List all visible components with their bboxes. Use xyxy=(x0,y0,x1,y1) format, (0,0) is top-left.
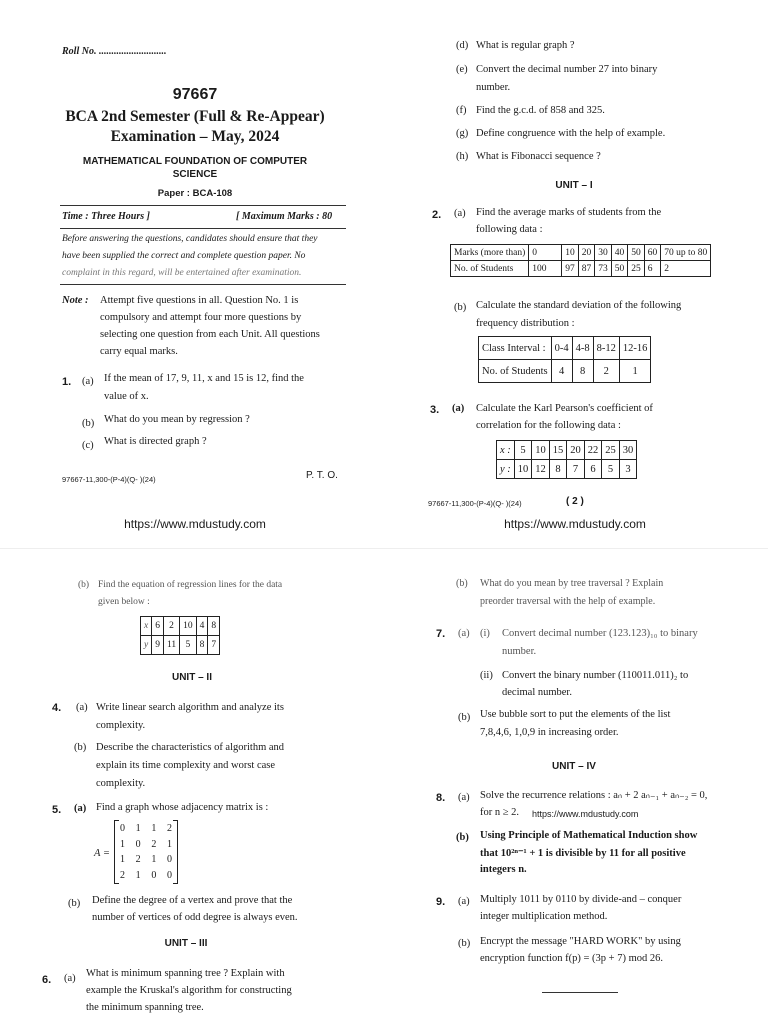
table-cell: Class Interval : xyxy=(479,337,552,360)
matrix-row xyxy=(120,852,172,868)
table-row xyxy=(497,441,637,460)
q7a-i-label: (i) xyxy=(480,628,490,639)
matrix-label: A = xyxy=(94,848,110,859)
q3b-line-2: given below : xyxy=(98,597,150,607)
q6b-line-2: preorder traversal with the help of example. xyxy=(480,596,656,607)
table-cell: 8 xyxy=(549,460,567,479)
instruction-line-2: have been supplied the correct and complete question paper. No xyxy=(62,251,306,261)
unit-4-heading: UNIT – IV xyxy=(552,761,596,772)
table-cell: 22 xyxy=(584,441,602,460)
table-cell: 3 xyxy=(619,460,637,479)
table-cell: 15 xyxy=(549,441,567,460)
q1a-line-1: If the mean of 17, 9, 11, x and 15 is 12, find the xyxy=(104,373,304,384)
header-rule-2 xyxy=(60,228,346,229)
matrix-cell: 1 xyxy=(166,838,172,850)
q5b-line-1: Define the degree of a vertex and prove that the xyxy=(92,895,293,906)
q6b-line-1: What do you mean by tree traversal ? Explain xyxy=(480,578,664,589)
table-cell: 7 xyxy=(567,460,585,479)
question-4-number: 4. xyxy=(52,702,62,714)
table-row xyxy=(141,636,220,655)
q8b-label: (b) xyxy=(456,832,469,843)
table-cell: 20 xyxy=(578,245,595,261)
q7a-i-line-2: number. xyxy=(502,646,537,657)
q1e-line-1: Convert the decimal number 27 into binary xyxy=(476,64,658,75)
instruction-line-3: complaint in this regard, will be entertained after examination. xyxy=(62,268,302,278)
question-3-number: 3. xyxy=(430,404,440,416)
table-cell: 10 xyxy=(532,441,550,460)
matrix-cell: 1 xyxy=(135,823,141,834)
q8b-line-2: that 10²ⁿ⁻¹ + 1 is divisible by 11 for all positive xyxy=(480,848,686,859)
table-cell: 12-16 xyxy=(619,337,651,360)
question-5-number: 5. xyxy=(52,804,62,816)
table-cell: 60 xyxy=(644,245,661,261)
table-cell: Marks (more than) xyxy=(451,245,529,261)
q8a-label: (a) xyxy=(458,792,470,803)
q2b-label: (b) xyxy=(454,302,467,313)
q3a-line-1: Calculate the Karl Pearson's coefficient of xyxy=(476,403,653,414)
table-cell: 8 xyxy=(572,360,593,383)
matrix-cell: 0 xyxy=(135,838,141,850)
table-cell: 4-8 xyxy=(572,337,593,360)
q2b-line-1: Calculate the standard deviation of the following xyxy=(476,300,682,311)
matrix-cell: 1 xyxy=(151,854,157,865)
table-cell: y : xyxy=(497,460,515,479)
q1g-label: (g) xyxy=(456,128,469,139)
marks-distribution-table xyxy=(450,244,711,277)
table-cell: 73 xyxy=(595,261,612,277)
table-cell: 30 xyxy=(595,245,612,261)
q8b-line-1: Using Principle of Mathematical Induction show xyxy=(480,830,698,841)
matrix-cell: 2 xyxy=(151,838,157,850)
table-cell: x xyxy=(141,617,152,636)
q3b-line-1: Find the equation of regression lines for the data xyxy=(98,580,283,590)
class-interval-table xyxy=(478,336,651,383)
table-cell: 50 xyxy=(611,261,628,277)
question-9-number: 9. xyxy=(436,896,446,908)
q5b-line-2: number of vertices of odd degree is always even. xyxy=(92,912,298,923)
matrix-cell: 0 xyxy=(120,823,125,834)
table-cell: 50 xyxy=(628,245,645,261)
q7b-line-1: Use bubble sort to put the elements of the list xyxy=(480,709,671,720)
table-cell: 20 xyxy=(567,441,585,460)
matrix-row xyxy=(120,821,172,837)
table-cell: 6 xyxy=(644,261,661,277)
unit-1-heading: UNIT – I xyxy=(555,180,593,191)
table-cell: 8-12 xyxy=(593,337,619,360)
q7a-ii-line-1: Convert the binary number (110011.011)₂ to xyxy=(502,670,689,681)
adjacency-matrix xyxy=(114,820,178,884)
table-cell: 70 up to 80 xyxy=(661,245,711,261)
q4b-line-1: Describe the characteristics of algorithm and xyxy=(96,742,285,753)
table-row xyxy=(451,245,711,261)
table-cell: 97 xyxy=(562,261,579,277)
q4b-line-3: complexity. xyxy=(96,778,146,789)
table-cell: 8 xyxy=(208,617,220,636)
q9a-line-1: Multiply 1011 by 0110 by divide-and – conquer xyxy=(480,894,682,905)
subject-line-2: SCIENCE xyxy=(172,169,218,180)
table-cell: 87 xyxy=(578,261,595,277)
paper-code: 97667 xyxy=(172,86,218,103)
q4b-label: (b) xyxy=(74,742,87,753)
matrix-cell: 2 xyxy=(120,869,125,881)
q4b-line-2: explain its time complexity and worst case xyxy=(96,760,276,771)
q2b-line-2: frequency distribution : xyxy=(476,318,575,329)
table-cell: 2 xyxy=(163,617,179,636)
question-8-number: 8. xyxy=(436,792,446,804)
header-rule-3 xyxy=(60,284,346,285)
header-rule xyxy=(60,205,346,206)
roll-number: Roll No. ........................... xyxy=(62,46,167,57)
table-row xyxy=(141,617,220,636)
note-line-4: carry equal marks. xyxy=(100,346,178,357)
q6a-line-2: example the Kruskal's algorithm for constructing xyxy=(86,985,292,996)
q1a-line-2: value of x. xyxy=(104,391,149,402)
table-cell: y xyxy=(141,636,152,655)
table-cell: 100 xyxy=(529,261,562,277)
correlation-data-table xyxy=(496,440,637,479)
matrix-cell: 1 xyxy=(151,823,157,834)
table-cell: 5 xyxy=(180,636,197,655)
watermark-url: https://www.mdustudy.com xyxy=(504,517,646,531)
matrix-rows xyxy=(120,821,172,883)
note-line-2: compulsory and attempt four more questions by xyxy=(100,312,302,323)
q9a-line-2: integer multiplication method. xyxy=(480,911,608,922)
table-cell: 4 xyxy=(196,617,208,636)
matrix-cell: 2 xyxy=(135,854,141,865)
page-turn-note: P. T. O. xyxy=(306,470,338,481)
maximum-marks: [ Maximum Marks : 80 xyxy=(236,211,333,222)
table-cell: 10 xyxy=(180,617,197,636)
question-1-number: 1. xyxy=(62,376,72,388)
table-cell: 0-4 xyxy=(551,337,572,360)
page-1 xyxy=(0,0,384,540)
matrix-cell: 0 xyxy=(166,854,172,865)
q1c-text: What is directed graph ? xyxy=(104,436,207,447)
footer-code: 97667-11,300-(P-4)(Q- )(24) xyxy=(428,499,522,508)
q8a-line-1: Solve the recurrence relations : aₙ + 2 aₙ₋₁ + aₙ₋₂ = 0, xyxy=(480,790,708,801)
course-title: BCA 2nd Semester (Full & Re-Appear) xyxy=(65,108,325,125)
table-row xyxy=(479,360,651,383)
table-cell: 9 xyxy=(152,636,164,655)
table-cell: No. of Students xyxy=(479,360,552,383)
q7a-i-line-1: Convert decimal number (123.123)₁₀ to binary xyxy=(502,628,698,639)
end-of-paper-rule xyxy=(542,992,618,993)
q9b-line-1: Encrypt the message "HARD WORK" by using xyxy=(480,936,681,947)
table-cell: 4 xyxy=(551,360,572,383)
q8a-line-2: for n ≥ 2. xyxy=(480,807,520,818)
q3b-label: (b) xyxy=(78,580,90,590)
q8b-line-3: integers n. xyxy=(480,864,527,875)
matrix-cell: 0 xyxy=(151,869,157,881)
q1h-text: What is Fibonacci sequence ? xyxy=(476,151,601,162)
note-line-3: selecting one question from each Unit. All questions xyxy=(100,329,320,340)
q4a-line-1: Write linear search algorithm and analyze its xyxy=(96,702,284,713)
q1b-label: (b) xyxy=(82,418,95,429)
q6a-label: (a) xyxy=(64,973,76,984)
matrix-cell: 2 xyxy=(166,823,172,834)
unit-3-heading: UNIT – III xyxy=(164,938,208,949)
q3a-label: (a) xyxy=(452,403,465,414)
page-3 xyxy=(0,540,384,1024)
note-line-1: Attempt five questions in all. Question No. 1 is xyxy=(100,295,299,306)
q9b-label: (b) xyxy=(458,938,471,949)
table-cell: 7 xyxy=(208,636,220,655)
q1h-label: (h) xyxy=(456,151,469,162)
regression-data-table xyxy=(140,616,220,655)
q1e-label: (e) xyxy=(456,64,468,75)
table-cell: 12 xyxy=(532,460,550,479)
q1d-label: (d) xyxy=(456,40,469,51)
instruction-line-1: Before answering the questions, candidates should ensure that they xyxy=(62,234,318,244)
q7a-label: (a) xyxy=(458,628,470,639)
q2a-label: (a) xyxy=(454,208,466,219)
table-cell: 10 xyxy=(514,460,532,479)
table-cell: 40 xyxy=(611,245,628,261)
table-cell: 25 xyxy=(602,441,620,460)
table-cell: 6 xyxy=(152,617,164,636)
q7a-ii-line-2: decimal number. xyxy=(502,687,572,698)
q7a-ii-label: (ii) xyxy=(480,670,493,681)
subject-line-1: MATHEMATICAL FOUNDATION OF COMPUTER xyxy=(82,156,308,167)
q6b-label: (b) xyxy=(456,578,468,589)
q7b-line-2: 7,8,4,6, 1,0,9 in increasing order. xyxy=(480,727,619,738)
table-cell: 6 xyxy=(584,460,602,479)
q7b-label: (b) xyxy=(458,712,471,723)
paper-number: Paper : BCA-108 xyxy=(157,188,233,199)
q9a-label: (a) xyxy=(458,896,470,907)
matrix-row xyxy=(120,837,172,853)
question-6-number: 6. xyxy=(42,974,52,986)
table-cell: 10 xyxy=(562,245,579,261)
q1d-text: What is regular graph ? xyxy=(476,40,575,51)
q5a-text: Find a graph whose adjacency matrix is : xyxy=(96,802,269,813)
q4a-line-2: complexity. xyxy=(96,720,146,731)
question-7-number: 7. xyxy=(436,628,446,640)
page-4 xyxy=(384,540,768,1024)
matrix-cell: 0 xyxy=(166,869,172,881)
table-cell: 5 xyxy=(514,441,532,460)
q1f-text: Find the g.c.d. of 858 and 325. xyxy=(476,105,605,116)
table-cell: 1 xyxy=(619,360,651,383)
q2a-line-1: Find the average marks of students from the xyxy=(476,207,662,218)
watermark-url: https://www.mdustudy.com xyxy=(124,517,266,531)
q3a-line-2: correlation for the following data : xyxy=(476,420,621,431)
footer-code: 97667-11,300-(P-4)(Q- )(24) xyxy=(62,475,156,484)
question-2-number: 2. xyxy=(432,209,442,221)
q1f-label: (f) xyxy=(456,105,467,116)
table-cell: 30 xyxy=(619,441,637,460)
table-row xyxy=(479,337,651,360)
q9b-line-2: encryption function f(p) = (3p + 7) mod 26. xyxy=(480,953,664,964)
matrix-cell: 1 xyxy=(135,869,141,881)
table-cell: 2 xyxy=(661,261,711,277)
matrix-row xyxy=(120,868,172,884)
watermark-url-inline: https://www.mdustudy.com xyxy=(532,809,639,819)
q2a-line-2: following data : xyxy=(476,224,543,235)
table-cell: x : xyxy=(497,441,515,460)
page-2 xyxy=(384,0,768,540)
matrix-cell: 1 xyxy=(120,854,125,865)
exam-title: Examination – May, 2024 xyxy=(110,128,280,145)
q5b-label: (b) xyxy=(68,898,81,909)
q6a-line-3: the minimum spanning tree. xyxy=(86,1002,204,1013)
q1b-text: What do you mean by regression ? xyxy=(104,414,250,425)
table-cell: No. of Students xyxy=(451,261,529,277)
q1g-text: Define congruence with the help of example. xyxy=(476,128,666,139)
unit-2-heading: UNIT – II xyxy=(171,672,212,683)
note-label: Note : xyxy=(62,295,89,306)
table-cell: 8 xyxy=(196,636,208,655)
table-cell: 11 xyxy=(163,636,179,655)
matrix-cell: 1 xyxy=(120,838,125,850)
q1a-label: (a) xyxy=(82,376,94,387)
table-cell: 2 xyxy=(593,360,619,383)
q1c-label: (c) xyxy=(82,440,94,451)
table-cell: 25 xyxy=(628,261,645,277)
q1e-line-2: number. xyxy=(476,82,511,93)
q4a-label: (a) xyxy=(76,702,88,713)
table-row xyxy=(451,261,711,277)
page-number: ( 2 ) xyxy=(566,496,584,507)
table-row xyxy=(497,460,637,479)
q5a-label: (a) xyxy=(74,803,87,814)
table-cell: 5 xyxy=(602,460,620,479)
time-allowed: Time : Three Hours ] xyxy=(62,211,150,222)
q6a-line-1: What is minimum spanning tree ? Explain with xyxy=(86,968,285,979)
table-cell: 0 xyxy=(529,245,562,261)
